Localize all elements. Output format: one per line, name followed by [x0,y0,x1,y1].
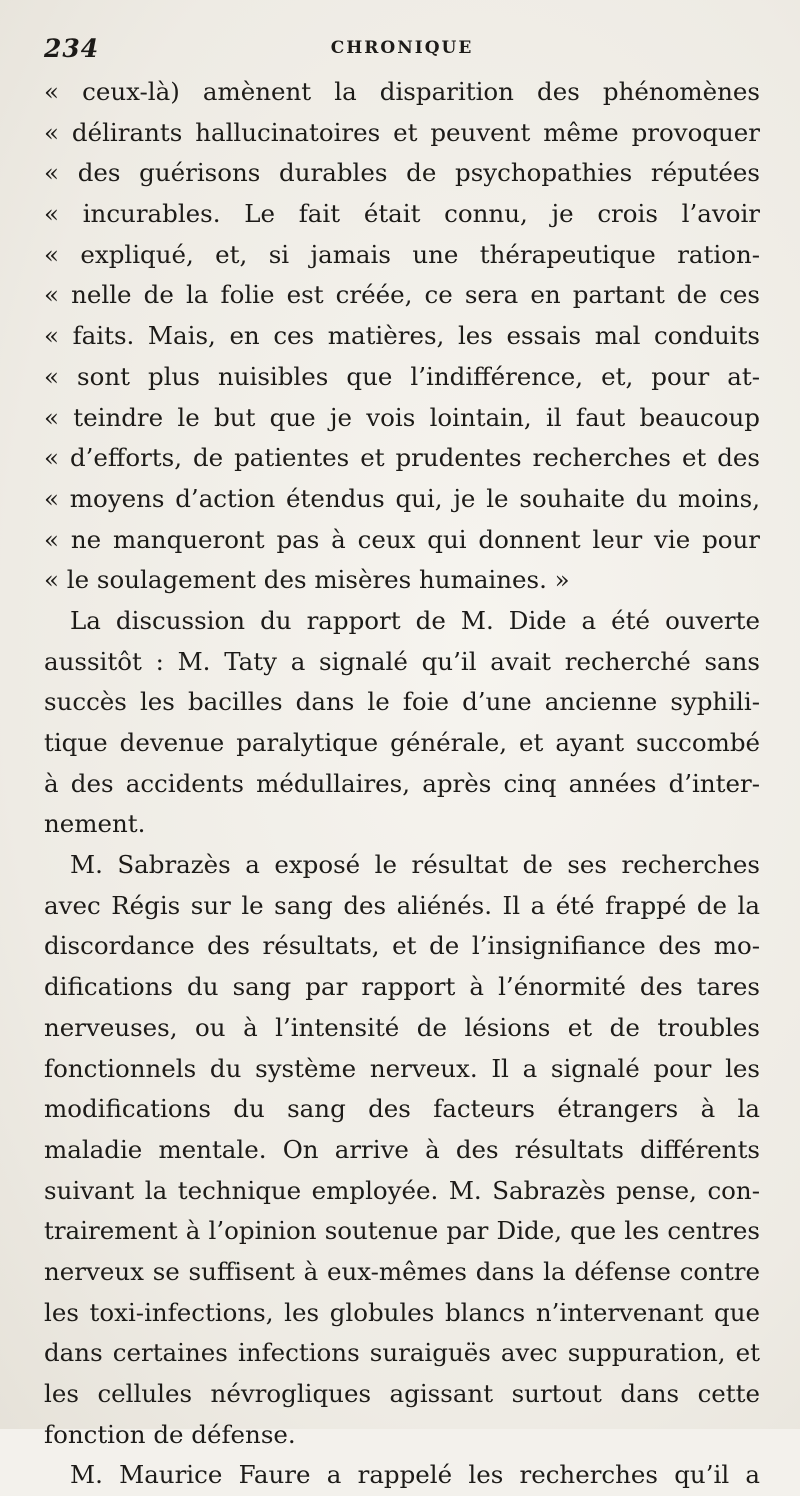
text-line: dans certaines infections suraiguës avec suppuration, et [44,1338,760,1368]
text-line: M. Maurice Faure a rappelé les recherches qu’il a [70,1460,760,1490]
text-line: « ne manqueront pas à ceux qui donnent leur vie pour [44,524,760,554]
text-line: aussitôt : M. Taty a signalé qu’il avait recherché sans [44,646,760,676]
text-line: succès les bacilles dans le foie d’une ancienne syphili- [44,687,760,717]
text-line: « teindre le but que je vois lointain, il faut beaucoup [44,402,760,432]
text-line: « ceux-là) amènent la disparition des phénomènes [44,77,760,106]
text-line: « expliqué, et, si jamais une thérapeutique ration- [44,239,760,269]
text-line: nerveux se suffisent à eux-mêmes dans la défense contre [44,1256,760,1286]
text-line: les cellules névrogliques agissant surtout dans cette [44,1379,760,1408]
text-line: fonctionnels du système nerveux. Il a signalé pour les [44,1053,760,1083]
page-header [44,28,760,66]
text-line: « délirants hallucinatoires et peuvent même provoquer [44,117,760,147]
running-head: CHRONIQUE [330,38,474,58]
text-line: « des guérisons durables de psychopathies réputées [44,158,760,188]
text-line: « faits. Mais, en ces matières, les essais mal conduits [44,321,760,351]
text-line: à des accidents médullaires, après cinq années d’inter- [44,768,760,798]
text-line: fonction de défense. [44,1419,296,1449]
text-line: M. Sabrazès a exposé le résultat de ses recherches [70,850,760,880]
text-line: « le soulagement des misères humaines. » [44,565,570,595]
text-line: trairement à l’opinion soutenue par Dide, que les centres [44,1216,760,1246]
body-text [44,72,760,1496]
text-line: avec Régis sur le sang des aliénés. Il a été frappé de la [44,890,760,920]
text-line: les toxi-infections, les globules blancs n’intervenant que [44,1297,760,1327]
text-line: « d’efforts, de patientes et prudentes recherches et des [44,443,760,473]
text-line: difications du sang par rapport à l’énormité des tares [44,972,760,1002]
page-number: 234 [44,34,100,63]
text-line: « sont plus nuisibles que l’indifférence, et, pour at- [44,361,760,391]
text-line: « moyens d’action étendus qui, je le souhaite du moins, [44,483,760,513]
text-line: nement. [44,809,146,839]
text-line: nerveuses, ou à l’intensité de lésions et de troubles [44,1012,760,1042]
text-line: tique devenue paralytique générale, et ayant succombé [44,728,760,757]
text-line: modifications du sang des facteurs étrangers à la [44,1094,760,1124]
text-line: suivant la technique employée. M. Sabrazès pense, con- [44,1175,760,1205]
text-line: La discussion du rapport de M. Dide a été ouverte [70,605,760,635]
text-line: « nelle de la folie est créée, ce sera en partant de ces [44,280,760,310]
text-line: « incurables. Le fait était connu, je crois l’avoir [44,199,760,229]
text-line: maladie mentale. On arrive à des résultats différents [44,1134,760,1164]
text-line: discordance des résultats, et de l’insignifiance des mo- [44,931,760,961]
